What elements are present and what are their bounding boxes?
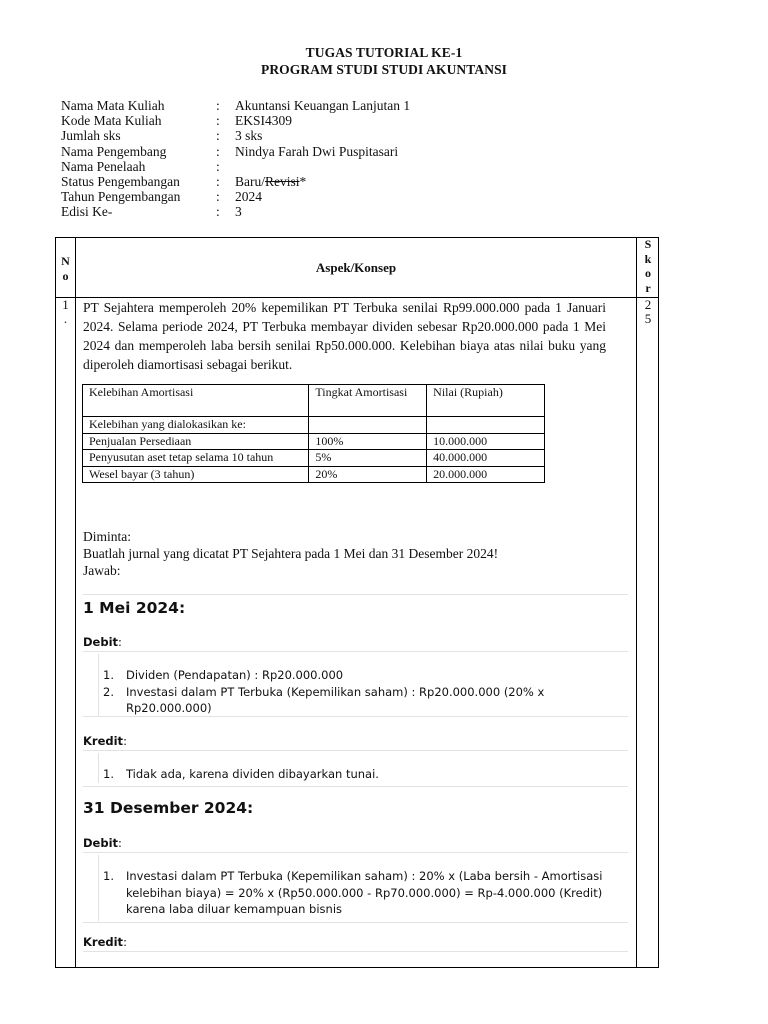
list-text: Dividen (Pendapatan) : Rp20.000.000 [126, 668, 344, 682]
meta-colon: : [216, 98, 220, 113]
meta-colon: : [216, 158, 220, 174]
list-box-border [98, 753, 99, 783]
diminta-label: Diminta: [83, 529, 131, 544]
kredit-label-desember [83, 935, 127, 949]
list-item [103, 667, 603, 684]
label-colon: : [118, 836, 122, 850]
meta-label: Nama Mata Kuliah [61, 98, 165, 113]
kredit-label-text: Kredit [83, 935, 124, 949]
row-score [637, 298, 659, 326]
label-colon: : [118, 635, 122, 649]
debit-list-mei [103, 667, 603, 717]
amort-cell: Wesel bayar (3 tahun) [83, 466, 309, 483]
row-number [56, 298, 75, 326]
list-number: 2. [103, 684, 114, 699]
amort-cell [309, 417, 427, 434]
list-text: Investasi dalam PT Terbuka (Kepemilikan saham) : Rp20.000.000 (20% x Rp20.000.000) [126, 684, 545, 715]
meta-value: 2024 [235, 189, 262, 205]
amortization-row [83, 433, 545, 450]
meta-value: Nindya Farah Dwi Puspitasari [235, 143, 399, 159]
header-aspek-konsep: Aspek/Konsep [315, 260, 397, 275]
amort-cell: 100% [309, 433, 427, 450]
meta-value: 3 sks [235, 128, 263, 144]
amort-cell: 10.000.000 [427, 433, 545, 450]
separator [83, 852, 628, 853]
amort-cell: Penjualan Persediaan [83, 433, 309, 450]
list-item [103, 684, 603, 717]
list-number: 1. [103, 869, 114, 883]
amortization-row [83, 417, 545, 434]
meta-value: Akuntansi Keuangan Lanjutan 1 [235, 98, 411, 113]
status-revisi-struck: Revisi [265, 173, 300, 189]
meta-label: Jumlah sks [61, 128, 121, 144]
separator [83, 594, 628, 595]
question-content [83, 298, 606, 374]
status-baru: Baru/ [235, 173, 265, 189]
debit-label-mei [83, 635, 122, 649]
meta-row [61, 189, 410, 204]
header-skor [637, 237, 659, 295]
debit-label-text: Debit [83, 635, 119, 649]
status-value [235, 174, 306, 189]
title-line-1: TUGAS TUTORIAL KE-1 [305, 45, 463, 60]
separator [83, 922, 628, 923]
list-box-border [98, 654, 99, 716]
meta-label: Nama Penelaah [61, 158, 146, 174]
label-colon: : [123, 734, 127, 748]
list-box-border [98, 855, 99, 921]
label-colon: : [123, 935, 127, 949]
debit-list-desember [103, 868, 603, 918]
amort-cell [427, 417, 545, 434]
amort-header-cell: Tingkat Amortisasi [309, 385, 427, 417]
column-divider [75, 238, 76, 967]
meta-colon: : [216, 173, 220, 189]
meta-colon: : [216, 143, 220, 159]
list-number: 1. [103, 767, 114, 781]
kredit-label-mei [83, 734, 127, 748]
list-number: 1. [103, 668, 114, 682]
meta-row [61, 159, 410, 174]
header-no-text: N o [61, 254, 70, 283]
amort-cell: Penyusutan aset tetap selama 10 tahun [83, 450, 309, 467]
list-text: Investasi dalam PT Terbuka (Kepemilikan saham) : 20% x (Laba bersih - Amortisasi kelebihan biaya) = 20% x (Rp50.000.000 - Rp70.000.000) = Rp-4.000.000 (Kredit) karena laba diluar kemampuan bisnis [126, 869, 603, 916]
jawab-label: Jawab: [83, 563, 121, 578]
meta-colon: : [216, 204, 220, 220]
separator [83, 750, 628, 751]
title-line-2: PROGRAM STUDI STUDI AKUNTANSI [260, 62, 508, 77]
debit-label-desember [83, 836, 122, 850]
debit-label-text: Debit [83, 836, 119, 850]
row-score-text: 2 5 [644, 297, 652, 326]
row-number-text: 1 . [62, 297, 69, 326]
meta-value: EKSI4309 [235, 113, 292, 129]
header-skor-text: S k o r [644, 237, 652, 295]
amort-cell: 5% [309, 450, 427, 467]
meta-row [61, 113, 410, 128]
document-title [0, 44, 768, 78]
separator [83, 951, 628, 952]
column-divider [636, 238, 637, 967]
diminta-text: Buatlah jurnal yang dicatat PT Sejahtera pada 1 Mei dan 31 Desember 2024! [83, 546, 499, 561]
question-paragraph: PT Sejahtera memperoleh 20% kepemilikan PT Terbuka senilai Rp99.000.000 pada 1 Januari 2024. Selama periode 2024, PT Terbuka membayar dividen sebesar Rp20.000.000 pada 1 Mei 2024 dan memperoleh laba bersih senilai Rp50.000.000. Kelebihan biaya atas nilai buku yang diperoleh diamortisasi sebagai berikut. [83, 300, 606, 372]
amort-cell: Kelebihan yang dialokasikan ke: [83, 417, 309, 434]
separator [83, 786, 628, 787]
amort-cell: 20.000.000 [427, 466, 545, 483]
header-no [56, 254, 75, 284]
meta-row [61, 174, 410, 189]
meta-value: 3 [235, 204, 242, 220]
meta-row [61, 98, 410, 113]
meta-label: Tahun Pengembangan [61, 189, 181, 205]
course-info [61, 98, 410, 220]
separator [83, 651, 628, 652]
answer-heading-mei: 1 Mei 2024: [83, 599, 186, 617]
answer-heading-desember: 31 Desember 2024: [83, 799, 254, 817]
meta-label: Kode Mata Kuliah [61, 113, 162, 129]
amort-header-cell: Kelebihan Amortisasi [83, 385, 309, 417]
amortization-header-row [83, 385, 545, 417]
amort-header-cell: Nilai (Rupiah) [427, 385, 545, 417]
list-item [103, 868, 603, 918]
separator [83, 716, 628, 717]
meta-label: Edisi Ke- [61, 204, 113, 220]
meta-colon: : [216, 113, 220, 129]
amortization-row [83, 466, 545, 483]
meta-colon: : [216, 189, 220, 205]
amortization-table [82, 384, 545, 483]
status-asterisk: * [299, 173, 307, 189]
meta-label: Status Pengembangan [61, 173, 180, 189]
kredit-list-mei [103, 766, 603, 783]
list-item [103, 766, 603, 783]
meta-row [61, 204, 410, 219]
meta-row [61, 144, 410, 159]
meta-label: Nama Pengembang [61, 143, 167, 159]
list-text: Tidak ada, karena dividen dibayarkan tunai. [126, 767, 379, 781]
question-prompt [83, 528, 498, 579]
meta-row [61, 128, 410, 143]
kredit-label-text: Kredit [83, 734, 124, 748]
amort-cell: 40.000.000 [427, 450, 545, 467]
amortization-row [83, 450, 545, 467]
amort-cell: 20% [309, 466, 427, 483]
meta-colon: : [216, 128, 220, 144]
tutorial-table [55, 237, 659, 968]
